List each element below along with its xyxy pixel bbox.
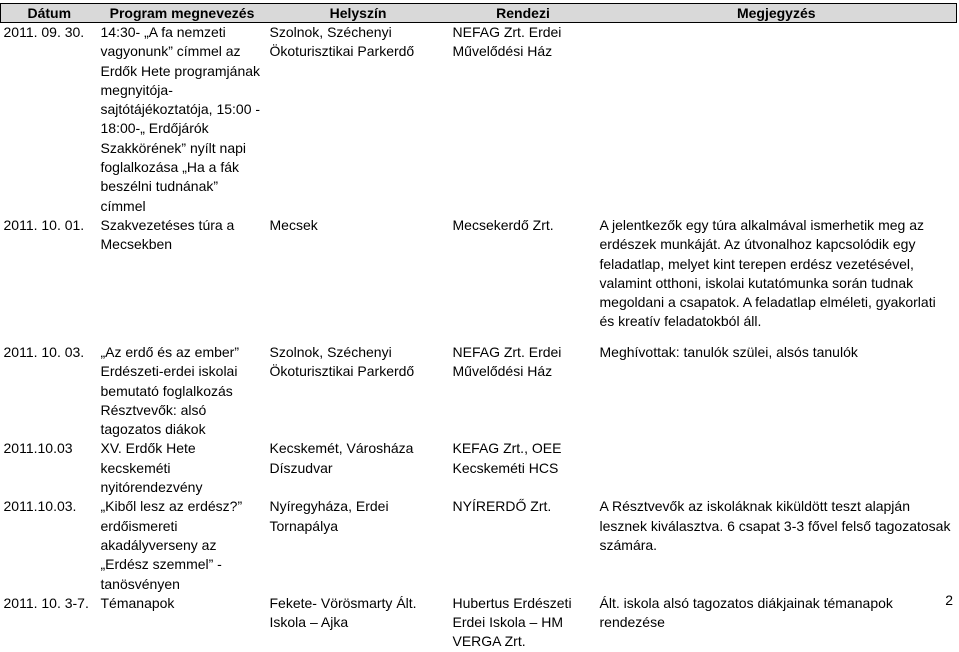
table-row bbox=[1, 439, 957, 497]
cell-program: XV. Erdők Hete kecskeméti nyitórendezvény bbox=[100, 440, 203, 496]
table-row bbox=[1, 343, 957, 439]
cell-note: A jelentkezők egy túra alkalmával ismerhetik meg az erdészek munkáját. Az útvonalhoz kapcsolódik egy feladatlap, melyet kint terepen erdész vezetésével, valamint otthoni, iskolai kutatómunka során tudnak megoldani a csapatok. A feladatlap elméleti, gyakorlati és kreatív feladatokból áll. bbox=[599, 216, 936, 330]
header-row bbox=[1, 4, 957, 23]
cell-note bbox=[597, 23, 957, 216]
program-table bbox=[0, 3, 957, 652]
cell-location: Szolnok, Széchenyi Ökoturisztikai Parkerdő bbox=[269, 24, 415, 60]
cell-organizer: NEFAG Zrt. Erdei Művelődési Ház bbox=[452, 343, 562, 380]
cell-organizer: Mecsekerdő Zrt. bbox=[452, 216, 554, 233]
header-date: Dátum bbox=[1, 4, 98, 23]
cell-program: „Kiből lesz az erdész?” erdőismereti akadályverseny az „Erdész szemmel” - tanösvényen bbox=[100, 498, 243, 592]
page-number: 2 bbox=[945, 592, 953, 608]
cell-date: 2011.10.03. bbox=[3, 498, 77, 515]
cell-location: Kecskemét, Városháza Díszudvar bbox=[269, 440, 414, 476]
cell-location: Mecsek bbox=[269, 216, 318, 233]
cell-organizer: KEFAG Zrt., OEE Kecskeméti HCS bbox=[452, 440, 562, 476]
cell-program: „Az erdő és az ember” Erdészeti-erdei iskolai bemutató foglalkozás Résztvevők: alsó tagozatos diákok bbox=[100, 343, 239, 438]
table-row bbox=[1, 216, 957, 343]
cell-location: Fekete- Vörösmarty Ált. Iskola – Ajka bbox=[269, 594, 417, 631]
cell-program: Témanapok bbox=[100, 594, 175, 611]
table-row bbox=[1, 23, 957, 216]
table-row bbox=[1, 497, 957, 593]
cell-program: Szakvezetéses túra a Mecsekben bbox=[100, 216, 235, 253]
cell-note bbox=[597, 439, 957, 497]
cell-date: 2011. 10. 03. bbox=[3, 343, 85, 360]
table-row bbox=[1, 594, 957, 652]
cell-organizer: NYÍRERDŐ Zrt. bbox=[452, 498, 552, 515]
cell-note: A Résztvevők az iskoláknak kiküldött teszt alapján lesznek kiválasztva. 6 csapat 3-3 fővel felső tagozatosak számára. bbox=[599, 498, 951, 553]
cell-program: 14:30- „A fa nemzeti vagyonunk” címmel az Erdők Hete programjának megnyitója-sajtótájékoztatója, 15:00 - 18:00-„ Erdőjárók Szakkörének” nyílt napi foglalkozása „Ha a fák beszélni tudnának” címmel bbox=[100, 24, 261, 214]
cell-location: Nyíregyháza, Erdei Tornapálya bbox=[269, 498, 389, 534]
cell-date: 2011. 10. 01. bbox=[3, 216, 85, 233]
cell-date: 2011. 10. 3-7. bbox=[3, 594, 89, 611]
cell-note: Ált. iskola alsó tagozatos diákjainak témanapok rendezése bbox=[599, 594, 893, 631]
cell-organizer: NEFAG Zrt. Erdei Művelődési Ház bbox=[452, 24, 562, 60]
cell-note: Meghívottak: tanulók szülei, alsós tanulók bbox=[599, 343, 858, 360]
header-program: Program megnevezés bbox=[98, 4, 267, 23]
cell-date: 2011. 09. 30. bbox=[3, 24, 85, 40]
cell-location: Szolnok, Széchenyi Ökoturisztikai Parkerdő bbox=[269, 343, 415, 380]
cell-organizer: Hubertus Erdészeti Erdei Iskola – HM VERGA Zrt. bbox=[452, 594, 572, 650]
cell-date: 2011.10.03 bbox=[3, 440, 73, 457]
header-organizer: Rendezi bbox=[450, 4, 597, 23]
header-location: Helyszín bbox=[267, 4, 450, 23]
header-note: Megjegyzés bbox=[597, 4, 957, 23]
